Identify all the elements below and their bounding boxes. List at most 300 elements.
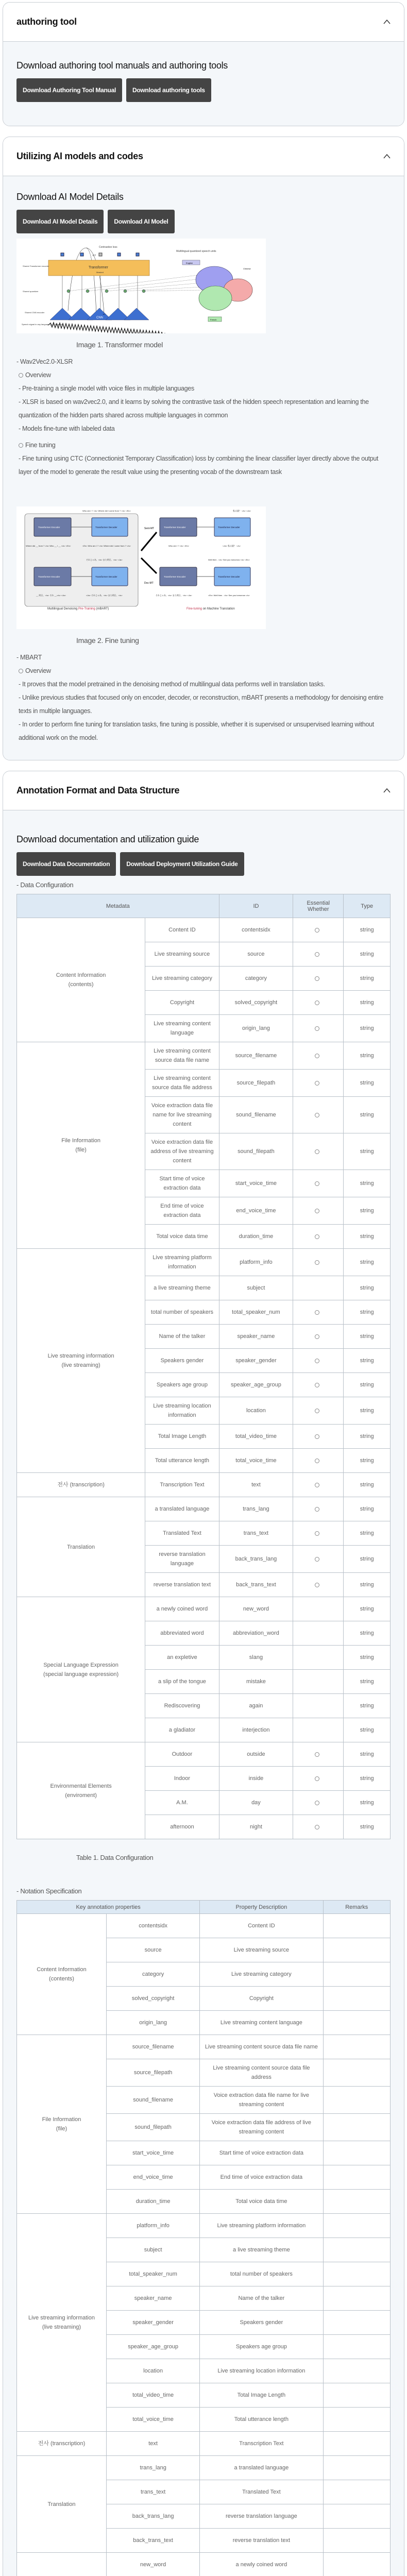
table-cell	[293, 1767, 344, 1791]
table-cell: speaker_name	[219, 1325, 293, 1349]
table-cell	[293, 918, 344, 942]
table-cell	[293, 1521, 344, 1546]
table-cell	[293, 1815, 344, 1839]
table-cell	[293, 1449, 344, 1473]
table-cell: Voice extraction data file name for live streaming content	[145, 1097, 219, 1133]
table-cell: slang	[219, 1646, 293, 1670]
table-cell: speaker_age_group	[219, 1373, 293, 1397]
header-essential: Essential Whether	[293, 894, 344, 918]
table-cell	[323, 2087, 391, 2114]
table-cell: duration_time	[219, 1225, 293, 1249]
circle-bullet-icon	[315, 1359, 319, 1363]
table-row	[17, 918, 391, 942]
table-cell: back_trans_lang	[219, 1546, 293, 1573]
table-cell: day	[219, 1791, 293, 1815]
table-cell	[323, 2059, 391, 2087]
table-cell	[323, 2011, 391, 2035]
svg-text:Who am I ? </s> <En>: Who am I ? </s> <En>	[168, 545, 190, 547]
finetuning-caption: Fine-tuning on Machine Translation	[186, 607, 235, 611]
circle-bullet-icon	[315, 1825, 319, 1829]
table-cell: Speakers age group	[200, 2335, 323, 2359]
table-cell	[293, 1225, 344, 1249]
table-cell: Transcription Text	[200, 2432, 323, 2456]
table-cell	[323, 2383, 391, 2408]
table-cell	[293, 967, 344, 991]
table-cell: string	[344, 1425, 391, 1449]
table-cell: reverse translation language	[200, 2504, 323, 2529]
table-cell: Outdoor	[145, 1742, 219, 1767]
table-cell: Live streaming content source data file address	[145, 1070, 219, 1097]
table-row	[17, 1249, 391, 1276]
table-cell	[323, 1987, 391, 2011]
table-cell: string	[344, 1521, 391, 1546]
table-cell: Copyright	[200, 1987, 323, 2011]
table-cell: source_filepath	[107, 2059, 200, 2087]
circle-bullet-icon	[315, 1113, 319, 1117]
table-cell: string	[344, 1097, 391, 1133]
group-cell	[17, 2553, 107, 2576]
table-cell	[323, 2408, 391, 2432]
table-cell: Indoor	[145, 1767, 219, 1791]
table-cell: sound_filepath	[107, 2114, 200, 2141]
group-cell: 전사 (transcription)	[17, 2432, 107, 2456]
svg-text:それじゃあ、</s> また明日、</s> <Ja>: それじゃあ、</s> また明日、</s> <Ja>	[156, 594, 192, 597]
table-cell: string	[344, 1597, 391, 1621]
table-cell: string	[344, 1791, 391, 1815]
table-cell: a live streaming theme	[200, 2238, 323, 2262]
circle-bullet-icon	[315, 1310, 319, 1315]
chinese-label: Chinese	[243, 267, 251, 270]
table-cell: sound_filename	[107, 2087, 200, 2114]
circle-bullet-icon	[315, 1149, 319, 1154]
group-cell: Translation	[17, 1497, 145, 1597]
figure-caption: Image 1. Transformer model	[76, 341, 163, 349]
data-configuration-label: - Data Configuration	[16, 881, 74, 889]
header-key-properties: Key annotation properties	[17, 1901, 200, 1914]
table-cell	[323, 2286, 391, 2311]
french-cluster	[199, 286, 232, 311]
mbart-description	[16, 651, 391, 744]
circle-bullet-icon	[315, 1383, 319, 1387]
header-metadata: Metadata	[17, 894, 219, 918]
svg-text:Where did __ from ? </s> Who _: Where did __ from ? </s> Who __ I __ </s> <En>	[26, 545, 71, 547]
table-cell: speaker_age_group	[107, 2335, 200, 2359]
svg-text:Transformer Decoder: Transformer Decoder	[95, 526, 117, 529]
group-cell: Special Language Expression (special language expression)	[17, 1597, 145, 1742]
svg-text:Well then . </s> See you tomor: Well then . </s> See you tomorrow </s> <En>	[208, 558, 250, 561]
table-row	[17, 2553, 391, 2576]
table-cell: platform_info	[219, 1249, 293, 1276]
table-cell	[293, 1397, 344, 1425]
english-label: English	[186, 262, 193, 264]
table-cell	[323, 2335, 391, 2359]
circle-bullet-icon	[315, 1181, 319, 1186]
doc-mt-label: Doc-MT	[144, 582, 154, 585]
table-cell: Live streaming platform information	[200, 2214, 323, 2238]
table-cell: back_trans_text	[219, 1573, 293, 1597]
table-cell: back_trans_lang	[107, 2504, 200, 2529]
svg-text:Transformer Encoder: Transformer Encoder	[164, 526, 186, 529]
table-cell: string	[344, 1546, 391, 1573]
table-cell: string	[344, 1373, 391, 1397]
table-cell: string	[344, 1621, 391, 1646]
table-cell: End time of voice extraction data	[200, 2165, 323, 2190]
table-cell	[323, 2456, 391, 2480]
table-cell: string	[344, 1767, 391, 1791]
circle-bullet-icon	[315, 952, 319, 957]
transformer-model-diagram	[16, 239, 266, 333]
circle-bullet-icon	[315, 1483, 319, 1487]
table-cell: speaker_gender	[219, 1349, 293, 1373]
download-authoring-manual-button[interactable]: Download Authoring Tool Manual	[16, 78, 122, 102]
table-cell: contentsidx	[107, 1914, 200, 1938]
table-cell: string	[344, 1473, 391, 1497]
overview-line: - It proves that the model pretrained in the denoising method of multilingual data performs well in translation tasks.	[19, 681, 325, 688]
table-cell: string	[344, 1276, 391, 1300]
table-cell: Live streaming source	[145, 942, 219, 967]
table-cell	[323, 2214, 391, 2238]
table-cell: Copyright	[145, 991, 219, 1015]
table-cell	[323, 1962, 391, 1987]
svg-text:私は誰？ </s> <Ja>: 私は誰？ </s> <Ja>	[233, 510, 251, 512]
table-cell: string	[344, 1646, 391, 1670]
table-cell	[323, 2114, 391, 2141]
table-cell	[293, 1325, 344, 1349]
table-cell	[293, 1249, 344, 1276]
svg-text:<Ja> それじゃあ、</s> また明日、</s>: <Ja> それじゃあ、</s> また明日、</s>	[86, 594, 123, 597]
table-cell: sound_filename	[219, 1097, 293, 1133]
table-cell: abbreviation_word	[219, 1621, 293, 1646]
table-cell: a translated language	[200, 2456, 323, 2480]
table-cell: Live streaming location information	[145, 1397, 219, 1425]
circle-bullet-icon	[19, 443, 23, 448]
table-cell	[323, 2504, 391, 2529]
masked-label: Masked	[96, 271, 104, 274]
table-cell: source_filename	[107, 2035, 200, 2059]
table-cell: Total voice data time	[145, 1225, 219, 1249]
table-cell: a gladiator	[145, 1718, 219, 1742]
table-cell: Live streaming content source data file name	[200, 2035, 323, 2059]
group-cell: 전사 (transcription)	[17, 1473, 145, 1497]
chevron-up-icon[interactable]	[383, 153, 391, 160]
table-cell: string	[344, 1670, 391, 1694]
annotation-panel	[3, 771, 404, 2576]
table-cell: start_voice_time	[107, 2141, 200, 2165]
table-cell: category	[219, 967, 293, 991]
table-cell: total_video_time	[219, 1425, 293, 1449]
svg-text:<En> Who am I ? </s> Where did: <En> Who am I ? </s> Where did I come from ? </s>	[82, 545, 131, 547]
table-cell: Live streaming platform information	[145, 1249, 219, 1276]
svg-text:<Ja> 私は誰？ </s>: <Ja> 私は誰？ </s>	[223, 545, 241, 547]
table-cell: A.M.	[145, 1791, 219, 1815]
header-description: Property Description	[200, 1901, 323, 1914]
ct-label: c t	[93, 254, 96, 257]
table-cell: Name of the talker	[145, 1325, 219, 1349]
overview-line: - In order to perform fine tuning for translation tasks, fine tuning is possible, whether it is supervised or unsupervised learning without additional work on the model.	[19, 721, 374, 741]
table-cell	[293, 1070, 344, 1097]
table-cell: end_voice_time	[219, 1197, 293, 1225]
finetune-line: - Fine tuning using CTC (Connectionist Temporary Classification) loss by combining the linear classifier layer directly above the output layer of the model to generate the result value using the presenting vocab of the downstream task	[19, 455, 379, 476]
table-row	[17, 1497, 391, 1521]
table-cell	[293, 1300, 344, 1325]
table-cell: Total Image Length	[200, 2383, 323, 2408]
table-cell: Transcription Text	[145, 1473, 219, 1497]
circle-bullet-icon	[315, 1776, 319, 1781]
table-cell: string	[344, 1042, 391, 1070]
output-squares	[61, 253, 139, 256]
speech-waveform	[48, 323, 167, 333]
table-cell: Name of the talker	[200, 2286, 323, 2311]
zt-label: z t	[103, 313, 106, 315]
table-cell	[293, 1621, 344, 1646]
table-cell: an expletive	[145, 1646, 219, 1670]
table-cell: Live streaming category	[145, 967, 219, 991]
ai-models-panel	[3, 137, 404, 760]
table-cell: string	[344, 1249, 391, 1276]
table-cell: a live streaming theme	[145, 1276, 219, 1300]
table-cell	[293, 1015, 344, 1042]
table-cell: Speakers age group	[145, 1373, 219, 1397]
table-cell: string	[344, 1718, 391, 1742]
circle-bullet-icon	[315, 1531, 319, 1536]
table-cell	[293, 1497, 344, 1521]
table-cell: string	[344, 1573, 391, 1597]
pretraining-caption: Multilingual Denoising Pre-Training (mBART)	[47, 607, 109, 611]
table-cell	[323, 2238, 391, 2262]
circle-bullet-icon	[315, 1260, 319, 1265]
authoring-tool-panel	[3, 2, 404, 126]
table-cell: origin_lang	[107, 2011, 200, 2035]
section-subtitle: Download documentation and utilization guide	[16, 834, 199, 844]
svg-text:Transformer Decoder: Transformer Decoder	[218, 526, 240, 529]
circle-bullet-icon	[315, 1801, 319, 1805]
table-cell: Live streaming content source data file address	[200, 2059, 323, 2087]
table-cell	[323, 1914, 391, 1938]
download-authoring-tools-button[interactable]: Download authoring tools	[126, 78, 211, 102]
table-cell: total_voice_time	[219, 1449, 293, 1473]
download-utilization-guide-button[interactable]: Download Deployment Utilization Guide	[120, 852, 244, 876]
table-cell: Start time of voice extraction data	[145, 1170, 219, 1197]
table-cell: string	[344, 991, 391, 1015]
table-cell: solved_copyright	[219, 991, 293, 1015]
svg-text:Who am I ? </s> Where did I co: Who am I ? </s> Where did I come from ? </s> <En>	[82, 510, 131, 512]
table-row	[17, 2432, 391, 2456]
svg-text:<En> Well then . </s> See you: <En> Well then . </s> See you tomorrow </s>	[208, 594, 250, 597]
table-cell: total_speaker_num	[107, 2262, 200, 2286]
model-name: - MBART	[16, 654, 42, 661]
table-cell: night	[219, 1815, 293, 1839]
overview-line: - Models fine-tune with labeled data	[19, 425, 115, 432]
table-cell: Translated Text	[200, 2480, 323, 2504]
svg-text:Transformer Encoder: Transformer Encoder	[164, 575, 186, 578]
table-cell: total number of speakers	[145, 1300, 219, 1325]
table-cell	[293, 1546, 344, 1573]
table-row	[17, 2214, 391, 2238]
table-cell	[293, 1170, 344, 1197]
table-cell	[293, 1373, 344, 1397]
table-cell: Voice extraction data file name for live streaming content	[200, 2087, 323, 2114]
table-cell: source	[107, 1938, 200, 1962]
table-cell: Total utterance length	[145, 1449, 219, 1473]
panel-title: Annotation Format and Data Structure	[16, 785, 180, 795]
table-row	[17, 2035, 391, 2059]
table-cell: a translated language	[145, 1497, 219, 1521]
download-ai-model-button[interactable]: Download AI Model	[108, 210, 174, 233]
table-cell: trans_lang	[219, 1497, 293, 1521]
table-cell: Start time of voice extraction data	[200, 2141, 323, 2165]
circle-bullet-icon	[315, 1209, 319, 1213]
table-cell	[323, 2432, 391, 2456]
circle-bullet-icon	[315, 976, 319, 981]
panel-title: authoring tool	[16, 16, 77, 27]
table-cell: Total voice data time	[200, 2190, 323, 2214]
overview-line: - XLSR is based on wav2vec2.0, and it learns by solving the contrastive task of the hidden speech representation and learning the quantization of the hidden parts shared across multiple languages in common	[19, 398, 369, 419]
overview-label: Overview	[25, 371, 51, 379]
table-cell: string	[344, 1070, 391, 1097]
table-cell	[323, 2262, 391, 2286]
table-cell	[293, 1425, 344, 1449]
table-cell	[293, 1791, 344, 1815]
ai-models-panel-header[interactable]	[3, 137, 404, 176]
table-cell: Rediscovering	[145, 1694, 219, 1718]
table-cell	[293, 1349, 344, 1373]
table-cell	[293, 942, 344, 967]
download-ai-model-details-button[interactable]: Download AI Model Details	[16, 210, 104, 233]
table-row	[17, 1914, 391, 1938]
french-label: French	[210, 318, 217, 321]
table-cell: total number of speakers	[200, 2262, 323, 2286]
circle-bullet-icon	[19, 373, 23, 378]
circle-bullet-icon	[315, 1026, 319, 1031]
circle-bullet-icon	[315, 1054, 319, 1058]
circle-bullet-icon	[315, 1234, 319, 1239]
table-cell	[323, 2190, 391, 2214]
notation-specification-label: - Notation Specification	[16, 1887, 82, 1895]
table-cell: inside	[219, 1767, 293, 1791]
table-cell: string	[344, 1225, 391, 1249]
table-cell: afternoon	[145, 1815, 219, 1839]
table-cell: speaker_gender	[107, 2311, 200, 2335]
table-cell: trans_text	[107, 2480, 200, 2504]
figure-caption: Image 2. Fine tuning	[76, 636, 139, 645]
table-cell: abbreviated word	[145, 1621, 219, 1646]
table-cell: string	[344, 1497, 391, 1521]
table-cell	[293, 1042, 344, 1070]
table-cell: string	[344, 1349, 391, 1373]
svg-text:Transformer Decoder: Transformer Decoder	[95, 575, 117, 578]
table-cell	[293, 1473, 344, 1497]
table-cell: Speakers gender	[200, 2311, 323, 2335]
table-cell: trans_lang	[107, 2456, 200, 2480]
table-cell: reverse translation text	[200, 2529, 323, 2553]
svg-text:Transformer Encoder: Transformer Encoder	[38, 526, 60, 529]
table-cell: contentsidx	[219, 918, 293, 942]
authoring-tool-panel-header[interactable]	[3, 3, 404, 42]
svg-text:Transformer Encoder: Transformer Encoder	[38, 575, 60, 578]
group-cell: File Information (file)	[17, 1042, 145, 1249]
table-row	[17, 1742, 391, 1767]
sent-mt-label: Sent-MT	[144, 527, 155, 530]
table-cell: source_filepath	[219, 1070, 293, 1097]
circle-bullet-icon	[315, 1334, 319, 1339]
table-cell: total_speaker_num	[219, 1300, 293, 1325]
table-cell: end_voice_time	[107, 2165, 200, 2190]
table-cell: text	[219, 1473, 293, 1497]
table-cell	[293, 1276, 344, 1300]
table-cell: Live streaming source	[200, 1938, 323, 1962]
finetune-label: Fine tuning	[25, 442, 56, 449]
table-cell: mistake	[219, 1670, 293, 1694]
circle-bullet-icon	[315, 1409, 319, 1413]
circle-bullet-icon	[315, 1557, 319, 1562]
header-remarks: Remarks	[323, 1901, 391, 1914]
model-name: - Wav2Vec2.0-XLSR	[16, 358, 73, 365]
speech-label: Speech signal in any language (e.g. English)	[22, 323, 63, 326]
table-cell: string	[344, 1015, 391, 1042]
group-cell: Content Information (contents)	[17, 1914, 107, 2035]
table-cell: string	[344, 1133, 391, 1170]
table-cell: location	[219, 1397, 293, 1425]
circle-bullet-icon	[315, 1583, 319, 1587]
table-cell: a newly coined word	[145, 1597, 219, 1621]
table-cell: string	[344, 942, 391, 967]
table-cell: string	[344, 1197, 391, 1225]
annotation-panel-header[interactable]	[3, 771, 404, 810]
section-subtitle: Download AI Model Details	[16, 192, 124, 202]
group-cell: Environmental Elements (enviroment)	[17, 1742, 145, 1839]
svg-text:__ 明日、</s> それ __</s> <Ja>: __ 明日、</s> それ __</s> <Ja>	[36, 594, 66, 597]
table-cell	[293, 1597, 344, 1621]
group-cell: Live streaming information (live streaming)	[17, 1249, 145, 1473]
transformer-label: Transformer	[89, 266, 108, 269]
circle-bullet-icon	[315, 928, 319, 933]
table-cell: string	[344, 1742, 391, 1767]
table-cell: Live streaming location information	[200, 2359, 323, 2383]
svg-text:Transformer Decoder: Transformer Decoder	[218, 575, 240, 578]
table-cell	[293, 1573, 344, 1597]
table-cell: back_trans_text	[107, 2529, 200, 2553]
table-row	[17, 2456, 391, 2480]
overview-line: - Unlike previous studies that focused only on encoder, decoder, or reconstruction, mBART presents a methodology for denoising entire texts in multiple languages.	[19, 694, 383, 715]
table-cell: a newly coined word	[200, 2553, 323, 2576]
table-cell: sound_filepath	[219, 1133, 293, 1170]
table-cell	[323, 2529, 391, 2553]
transformer-side-label: Shared Transformer encoder	[23, 265, 49, 267]
table-cell: again	[219, 1694, 293, 1718]
table-cell: reverse translation text	[145, 1573, 219, 1597]
panel-title: Utilizing AI models and codes	[16, 151, 143, 161]
download-data-documentation-button[interactable]: Download Data Documentation	[16, 852, 116, 876]
chevron-up-icon[interactable]	[383, 787, 391, 794]
quantizer-label: Shared quantizer	[23, 290, 39, 293]
overview-label: Overview	[25, 667, 51, 674]
table-cell: new_word	[107, 2553, 200, 2576]
transformer-model-figure	[16, 239, 266, 333]
table-cell: string	[344, 967, 391, 991]
wav2vec-description	[16, 355, 391, 479]
table-cell: string	[344, 1300, 391, 1325]
fine-tuning-figure	[16, 506, 266, 629]
section-subtitle: Download authoring tool manuals and authoring tools	[16, 60, 228, 71]
header-type: Type	[344, 894, 391, 918]
table-cell: solved_copyright	[107, 1987, 200, 2011]
chevron-up-icon[interactable]	[383, 19, 391, 26]
table-cell: start_voice_time	[219, 1170, 293, 1197]
table-cell: interjection	[219, 1718, 293, 1742]
table-cell: Voice extraction data file address of live streaming content	[200, 2114, 323, 2141]
table-cell: Total Image Length	[145, 1425, 219, 1449]
circle-bullet-icon	[315, 1434, 319, 1439]
